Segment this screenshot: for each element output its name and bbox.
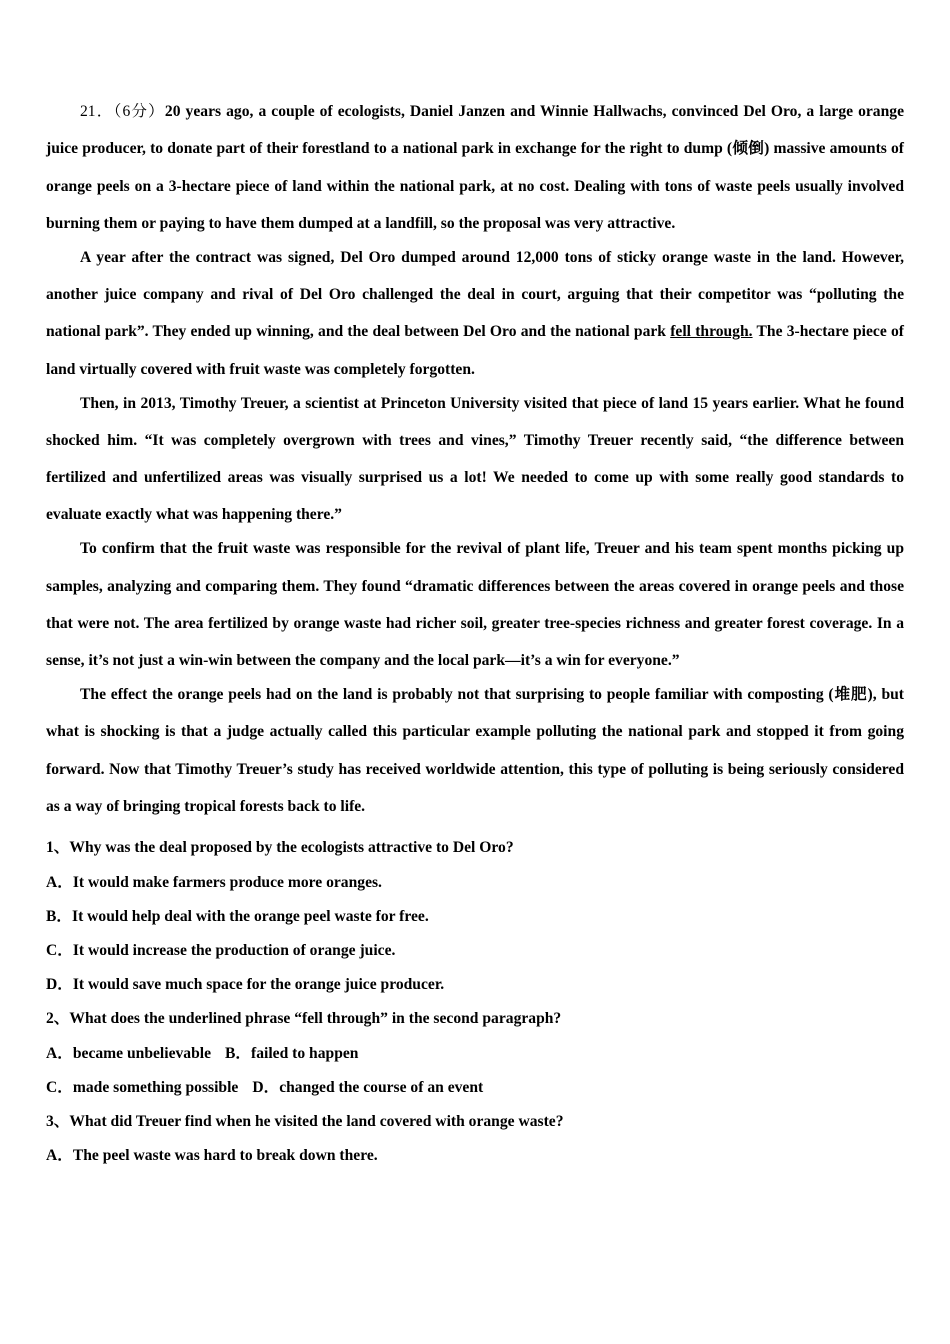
question-2-option-a: A．became unbelievable bbox=[46, 1044, 212, 1062]
passage-paragraph-1 bbox=[46, 93, 904, 242]
passage-paragraph-2 bbox=[46, 239, 904, 388]
question-2-option-d: D．changed the course of an event bbox=[252, 1078, 484, 1096]
question-3-option-a: A．The peel waste was hard to break down there. bbox=[46, 1147, 378, 1165]
question-1-option-b: B．It would help deal with the orange peel waste for free. bbox=[46, 907, 429, 925]
question-2-option-b: B．failed to happen bbox=[225, 1044, 359, 1062]
question-2-option-c: C．made something possible bbox=[46, 1078, 239, 1096]
question-2-stem: 2、What does the underlined phrase “fell through” in the second paragraph? bbox=[46, 1010, 562, 1028]
passage-paragraph-5: The effect the orange peels had on the land is probably not that surprising to people familiar with composting (堆肥), but what is shocking is that a judge actually called this particular example polluting the national park and stopped it from going forward. Now that Timothy Treuer’s study has received worldwide attention, this type of polluting is being seriously considered as a way of bringing tropical forests back to life. bbox=[46, 686, 904, 816]
question-2-options-ab bbox=[46, 1037, 904, 1071]
question-1-option-d: D．It would save much space for the orange juice producer. bbox=[46, 976, 445, 994]
question-number: 21．（6分） bbox=[80, 103, 165, 120]
question-3-stem: 3、What did Treuer find when he visited the land covered with orange waste? bbox=[46, 1113, 564, 1130]
paragraph-2-text-after: The 3-hectare piece of land virtually covered with fruit waste was completely forgotten. bbox=[46, 323, 904, 378]
question-1-option-c: C．It would increase the production of orange juice. bbox=[46, 941, 396, 959]
passage-paragraph-3: Then, in 2013, Timothy Treuer, a scientist at Princeton University visited that piece of land 15 years earlier. What he found shocked him. “It was completely overgrown with trees and vines,” Timothy Treuer recently said, “the difference between fertilized and unfertilized areas was visually surprised us a lot! We needed to come up with some really good standards to evaluate exactly what was happening there.” bbox=[46, 394, 904, 524]
document-page bbox=[46, 93, 904, 1173]
underlined-phrase: fell through. bbox=[670, 323, 753, 341]
paragraph-1-text: 20 years ago, a couple of ecologists, Daniel Janzen and Winnie Hallwachs, convinced Del Oro, a large orange juice producer, to donate part of their forestland to a national park in exchange for the right to dump (倾倒) massive amounts of orange peels on a 3-hectare piece of land within the national park, at no cost. Dealing with tons of waste peels usually involved burning them or paying to have them dumped at a landfill, so the proposal was very attractive. bbox=[46, 103, 904, 232]
paragraph-2-text-before: A year after the contract was signed, Del Oro dumped around 12,000 tons of sticky orange waste in the land. However, another juice company and rival of Del Oro challenged the deal in court, arguing that their competitor was “polluting the national park”. They ended up winning, and the deal between Del Oro and the national park bbox=[46, 248, 904, 341]
question-2-options-cd bbox=[46, 1071, 904, 1105]
passage-paragraph-4: To confirm that the fruit waste was responsible for the revival of plant life, Treuer and his team spent months picking up samples, analyzing and comparing them. They found “dramatic differences between the areas covered in orange peels and those that were not. The area fertilized by orange waste had richer soil, greater tree-species richness and greater forest coverage. In a sense, it’s not just a win-win between the company and the local park—it’s a win for everyone.” bbox=[46, 540, 904, 670]
question-1-option-a: A．It would make farmers produce more oranges. bbox=[46, 873, 382, 891]
questions-section bbox=[46, 831, 904, 1173]
question-1-stem: 1、Why was the deal proposed by the ecologists attractive to Del Oro? bbox=[46, 839, 514, 857]
